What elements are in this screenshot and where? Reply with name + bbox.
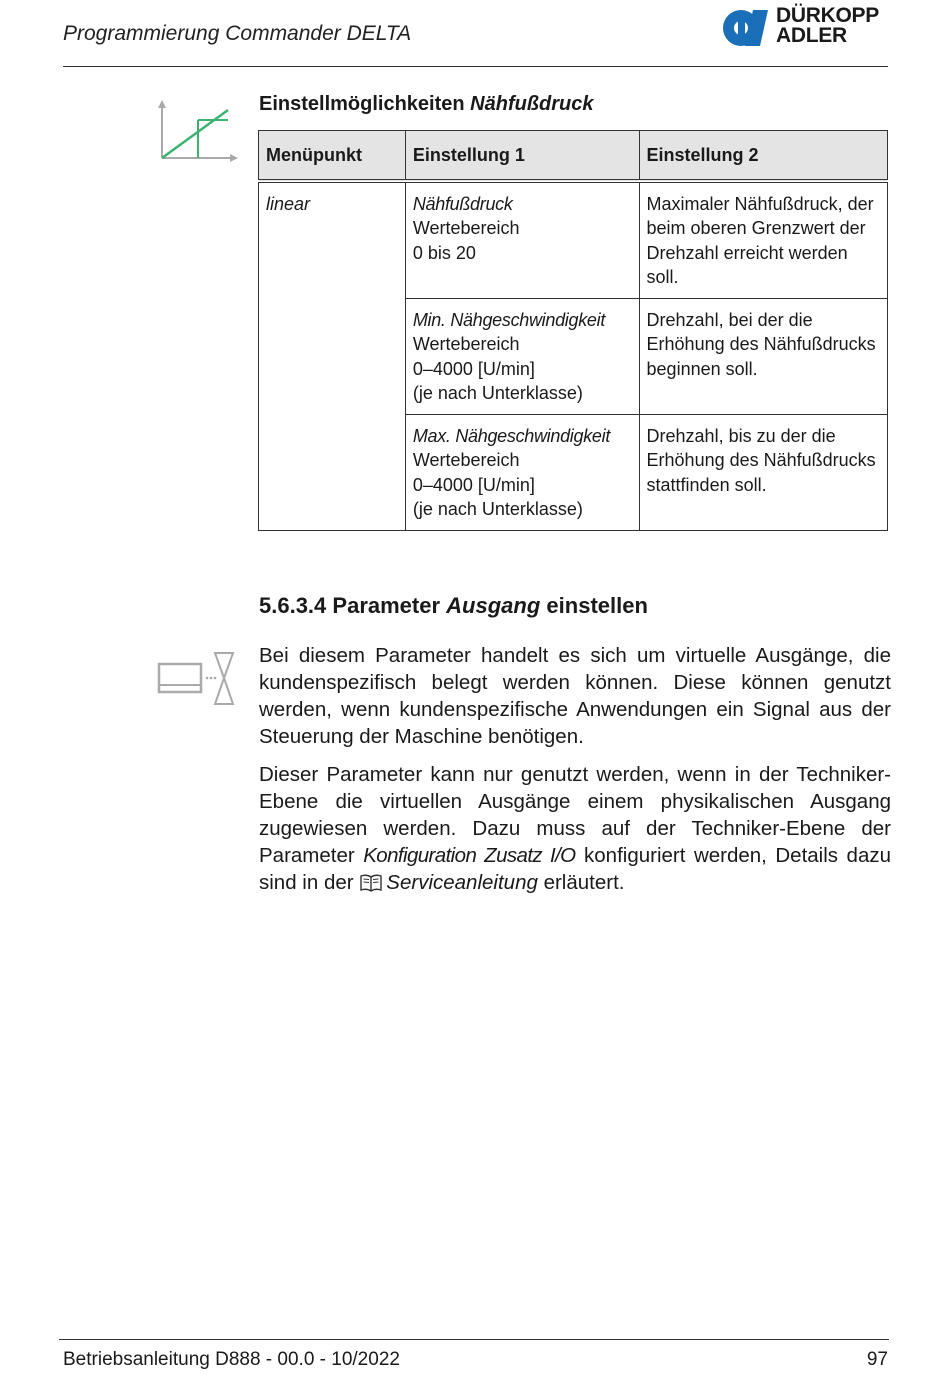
setting2-cell: Maximaler Nähfußdruck, der beim oberen Grenzwert der Drehzahl erreicht werden soll. [639, 181, 887, 299]
paragraph-2-text-cont: konfiguriert werden, Details dazu sind in der [259, 844, 892, 894]
header-divider [63, 66, 888, 67]
virtual-output-icon [155, 650, 239, 710]
column-header-setting1: Einstellung 1 [405, 131, 639, 181]
logo-line1: DÜRKOPP [776, 4, 879, 27]
footer-divider [59, 1339, 889, 1340]
setting1-range-label: Wertebereich [412, 218, 520, 238]
setting1-range: 0–4000 [U/min] [412, 358, 535, 379]
section-title-prefix: Parameter [332, 593, 441, 618]
setting1-cell [405, 414, 639, 530]
logo-text [776, 6, 879, 46]
duerkopp-adler-logo [722, 6, 892, 50]
paragraph-2-text: Dieser Parameter kann nur genutzt werden, wenn in der Techniker-Ebene die virtuellen Ausgänge einem physikalischen Ausgang zugewiesen werden. Dazu muss auf der Techniker-Ebene der Parameter [259, 763, 891, 867]
table-heading [259, 93, 594, 116]
setting1-range: 0–4000 [U/min] [412, 474, 535, 495]
book-icon [360, 874, 382, 892]
setting1-range-label: Wertebereich [412, 450, 520, 470]
setting1-cell [405, 298, 639, 414]
section-title-suffix: einstellen [546, 593, 648, 618]
column-header-setting2: Einstellung 2 [639, 131, 887, 181]
section-heading [259, 593, 648, 619]
menu-item-cell: linear [259, 181, 406, 531]
paragraph-1: Bei diesem Parameter handelt es sich um virtuelle Ausgänge, die kundenspezifisch belegt werden können. Diese können genutzt werden, wenn kundenspezifische Anwendungen ein Signal aus der Steuerung der Maschine benötigen. [259, 644, 891, 748]
setting1-cell [405, 181, 639, 299]
setting1-name: Nähfußdruck [412, 193, 513, 214]
paragraph-2 [259, 761, 891, 896]
table-heading-emphasis: Nähfußdruck [470, 93, 594, 115]
setting1-note: (je nach Unterklasse) [412, 499, 583, 519]
column-header-menu: Menüpunkt [259, 131, 406, 181]
setting2-cell: Drehzahl, bei der die Erhöhung des Nähfußdrucks beginnen soll. [639, 298, 887, 414]
settings-table [258, 130, 888, 531]
footer-document-info: Betriebsanleitung D888 - 00.0 - 10/2022 [63, 1349, 400, 1370]
table-header-row [259, 131, 888, 181]
table-row [259, 181, 888, 299]
table-heading-prefix: Einstellmöglichkeiten [259, 93, 465, 115]
logo-mark-icon [722, 8, 772, 48]
setting1-name: Max. Nähgeschwindigkeit [412, 425, 611, 446]
parameter-name: Konfiguration Zusatz I/O [363, 844, 576, 867]
section-number: 5.6.3.4 [259, 593, 327, 618]
setting1-range: 0 bis 20 [412, 242, 476, 263]
setting1-name: Min. Nähgeschwindigkeit [412, 309, 606, 330]
linear-graph-icon [152, 100, 242, 164]
setting2-cell: Drehzahl, bis zu der die Erhöhung des Nähfußdrucks stattfinden soll. [639, 414, 887, 530]
logo-line2: ADLER [776, 24, 847, 47]
setting1-range-label: Wertebereich [412, 334, 520, 354]
reference-document: Serviceanleitung [386, 871, 538, 894]
paragraph-2-text-end: erläutert. [543, 871, 625, 894]
section-title-emphasis: Ausgang [446, 593, 541, 618]
page-number: 97 [866, 1349, 888, 1370]
running-header-title: Programmierung Commander DELTA [63, 22, 412, 45]
setting1-note: (je nach Unterklasse) [412, 383, 583, 403]
